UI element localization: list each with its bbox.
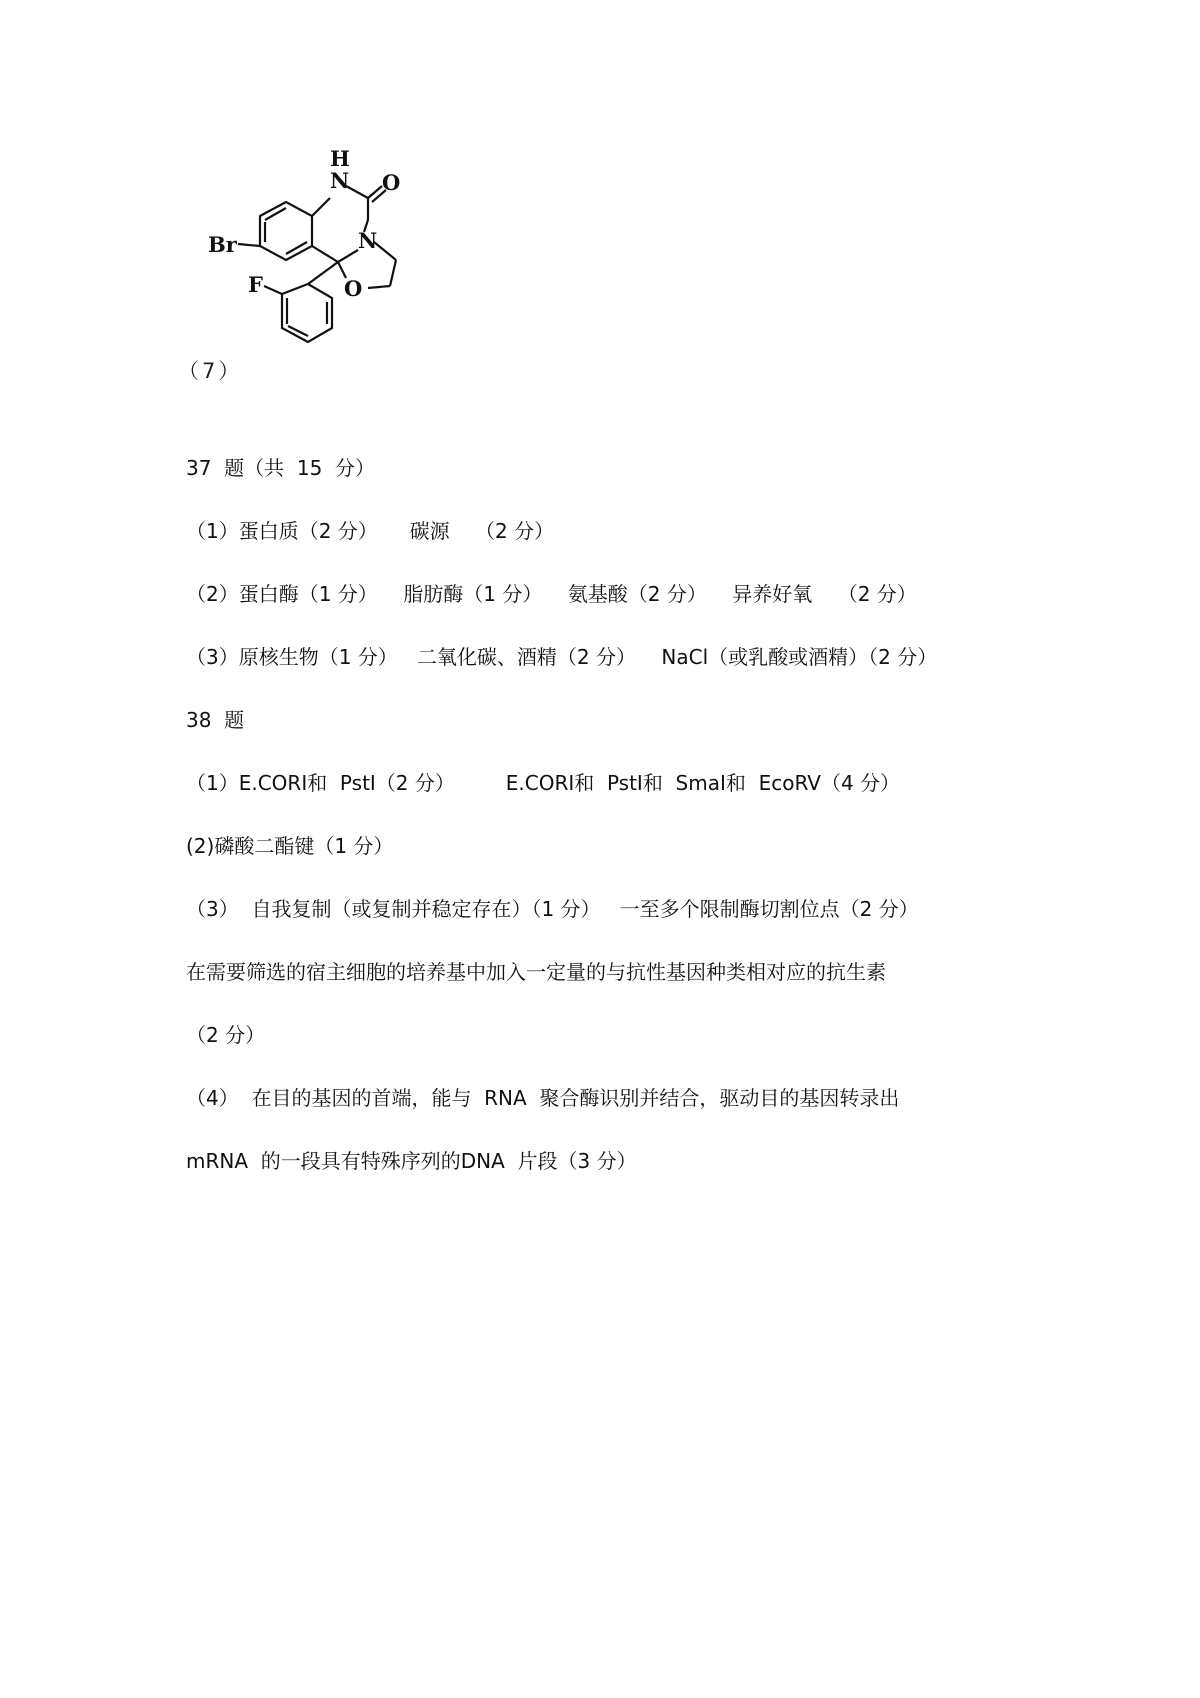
atom-n-amide: N (330, 168, 350, 193)
question-37-header: 37 题（共 15 分） (186, 456, 376, 480)
answer-38-part-3-continued: 在需要筛选的宿主细胞的培养基中加入一定量的与抗性基因种类相对应的抗生素 (186, 960, 886, 984)
answer-38-part-3: （3） 自我复制（或复制并稳定存在）（1 分） 一至多个限制酶切割位点（2 分） (186, 897, 919, 921)
atom-br: Br (208, 232, 237, 257)
answer-37-part-3: （3）原核生物（1 分） 二氧化碳、酒精（2 分） NaCl（或乳酸或酒精）（2 分） (186, 645, 938, 669)
answer-38-part-4: （4） 在目的基因的首端，能与 RNA 聚合酶识别并结合，驱动目的基因转录出 (186, 1086, 900, 1110)
question-38-header: 38 题 (186, 708, 245, 732)
atom-h: H (330, 146, 350, 171)
atom-f: F (248, 272, 263, 297)
chemical-structure-diagram (208, 146, 458, 386)
atom-o-ring: O (344, 276, 363, 301)
answer-38-part-2: (2)磷酸二酯键（1 分） (186, 834, 394, 858)
answer-37-part-2: （2）蛋白酶（1 分） 脂肪酶（1 分） 氨基酸（2 分） 异养好氧 （2 分） (186, 582, 917, 606)
atom-o-carbonyl: O (382, 170, 401, 195)
fluorophenyl-ring (282, 284, 332, 342)
molecule-drawing (208, 146, 458, 386)
answer-38-part-4-continued: mRNA 的一段具有特殊序列的DNA 片段（3 分） (186, 1149, 637, 1173)
item-number-label: （7） (178, 359, 243, 383)
answer-38-part-3-score: （2 分） (186, 1023, 266, 1047)
answer-37-part-1: （1）蛋白质（2 分） 碳源 （2 分） (186, 519, 555, 543)
atom-n-ring: N (358, 228, 378, 253)
answer-38-part-1: （1）E.CORI和 PstI（2 分） E.CORI和 PstI和 SmaI和 EcoRV（4 分） (186, 771, 901, 795)
fused-benzene-ring (260, 202, 312, 260)
